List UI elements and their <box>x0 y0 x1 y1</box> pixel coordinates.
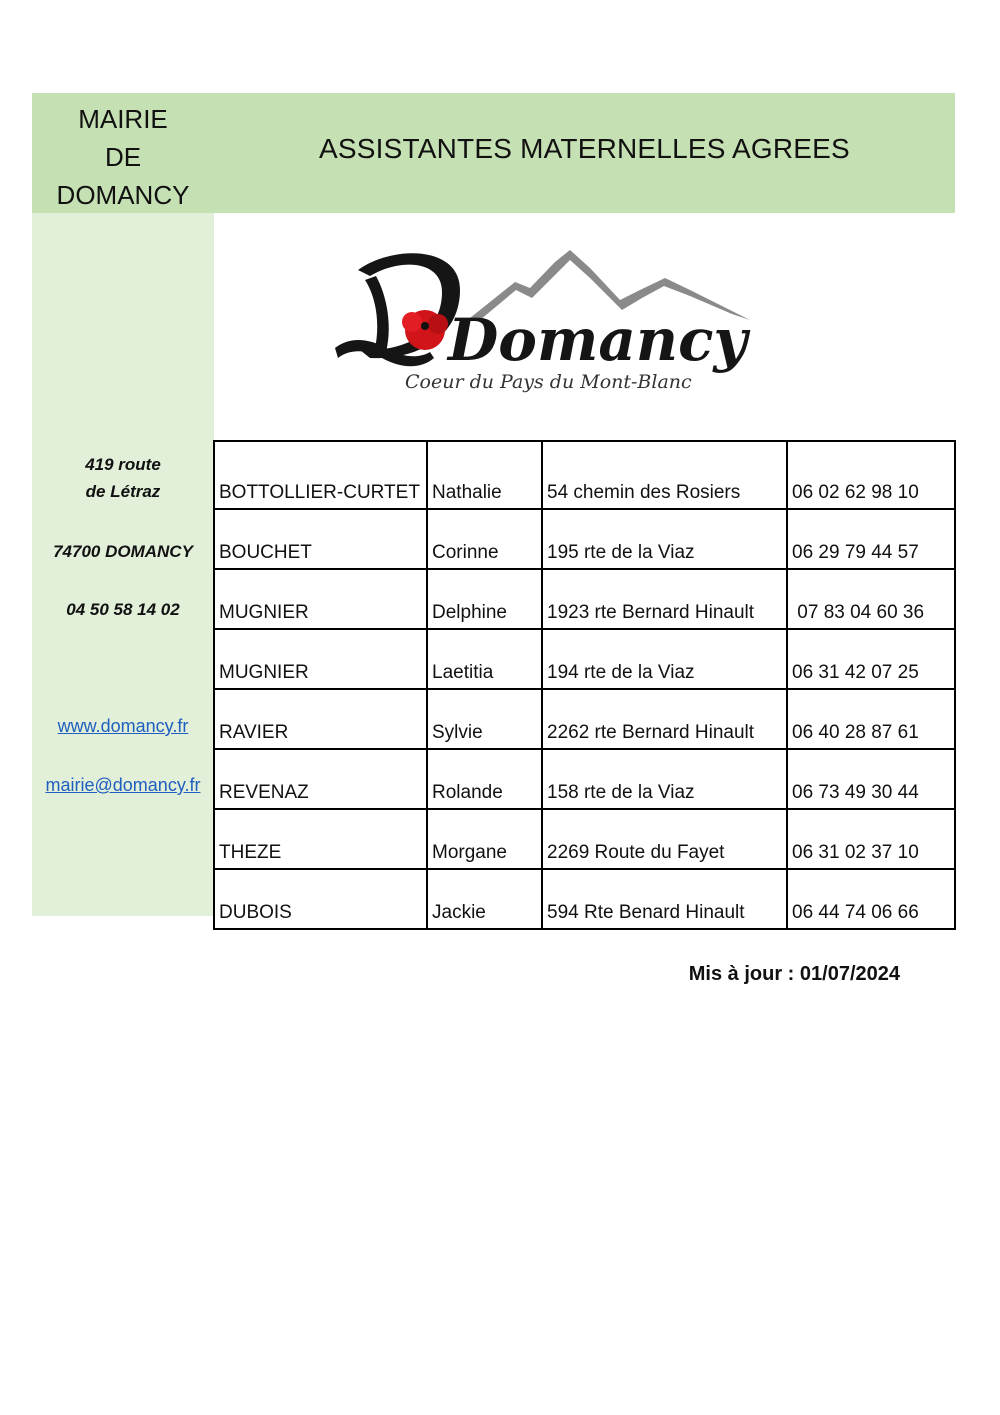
domancy-logo <box>330 240 760 400</box>
mairie-line: DE <box>104 142 142 172</box>
first-name-cell: Sylvie <box>427 689 542 749</box>
last-name-cell: MUGNIER <box>214 569 427 629</box>
phone-cell: 06 40 28 87 61 <box>787 689 955 749</box>
address-cell: 1923 rte Bernard Hinault <box>542 569 787 629</box>
city: 74700 DOMANCY <box>53 542 193 561</box>
last-name-cell: MUGNIER <box>214 629 427 689</box>
last-name-cell: BOUCHET <box>214 509 427 569</box>
phone-cell: 06 02 62 98 10 <box>787 441 955 509</box>
mairie-line: DOMANCY <box>56 180 190 210</box>
page-title: ASSISTANTES MATERNELLES AGREES <box>319 133 850 164</box>
phone-number: 04 50 58 14 02 <box>66 600 180 619</box>
last-name-cell: REVENAZ <box>214 749 427 809</box>
mairie-line: MAIRIE <box>78 104 168 134</box>
phone-cell: 06 29 79 44 57 <box>787 509 955 569</box>
first-name-cell: Morgane <box>427 809 542 869</box>
first-name-cell: Rolande <box>427 749 542 809</box>
address-cell: 54 chemin des Rosiers <box>542 441 787 509</box>
table-row <box>214 809 955 869</box>
email-link[interactable]: mairie@domancy.fr <box>45 775 201 795</box>
table-row <box>214 629 955 689</box>
phone-cell: 06 73 49 30 44 <box>787 749 955 809</box>
phone-cell: 06 44 74 06 66 <box>787 869 955 929</box>
first-name-cell: Laetitia <box>427 629 542 689</box>
address-line-1: 419 route <box>85 455 161 474</box>
first-name-cell: Delphine <box>427 569 542 629</box>
address-cell: 194 rte de la Viaz <box>542 629 787 689</box>
table-row <box>214 749 955 809</box>
address-cell: 594 Rte Benard Hinault <box>542 869 787 929</box>
table-row <box>214 689 955 749</box>
update-label: Mis à jour : <box>688 963 795 985</box>
address-cell: 2262 rte Bernard Hinault <box>542 689 787 749</box>
table-row <box>214 569 955 629</box>
table-row <box>214 441 955 509</box>
address-cell: 158 rte de la Viaz <box>542 749 787 809</box>
assistants-table <box>213 440 956 930</box>
address-cell: 195 rte de la Viaz <box>542 509 787 569</box>
last-name-cell: RAVIER <box>214 689 427 749</box>
first-name-cell: Corinne <box>427 509 542 569</box>
table-row <box>214 869 955 929</box>
phone-cell: 06 31 02 37 10 <box>787 809 955 869</box>
last-name-cell: DUBOIS <box>214 869 427 929</box>
mairie-title <box>32 100 214 214</box>
first-name-cell: Jackie <box>427 869 542 929</box>
update-notice <box>600 963 900 986</box>
address-cell: 2269 Route du Fayet <box>542 809 787 869</box>
phone-cell: 06 31 42 07 25 <box>787 629 955 689</box>
logo-wordmark: Domancy <box>448 306 748 374</box>
last-name-cell: BOTTOLLIER-CURTET <box>214 441 427 509</box>
address-line-2: de Létraz <box>85 482 161 501</box>
first-name-cell: Nathalie <box>427 441 542 509</box>
website-link[interactable]: www.domancy.fr <box>57 716 189 736</box>
logo-tagline: Coeur du Pays du Mont-Blanc <box>405 371 692 393</box>
last-name-cell: THEZE <box>214 809 427 869</box>
sidebar-band <box>32 213 214 916</box>
table-row <box>214 509 955 569</box>
update-date: 01/07/2024 <box>799 963 900 985</box>
phone-cell: 07 83 04 60 36 <box>787 569 955 629</box>
